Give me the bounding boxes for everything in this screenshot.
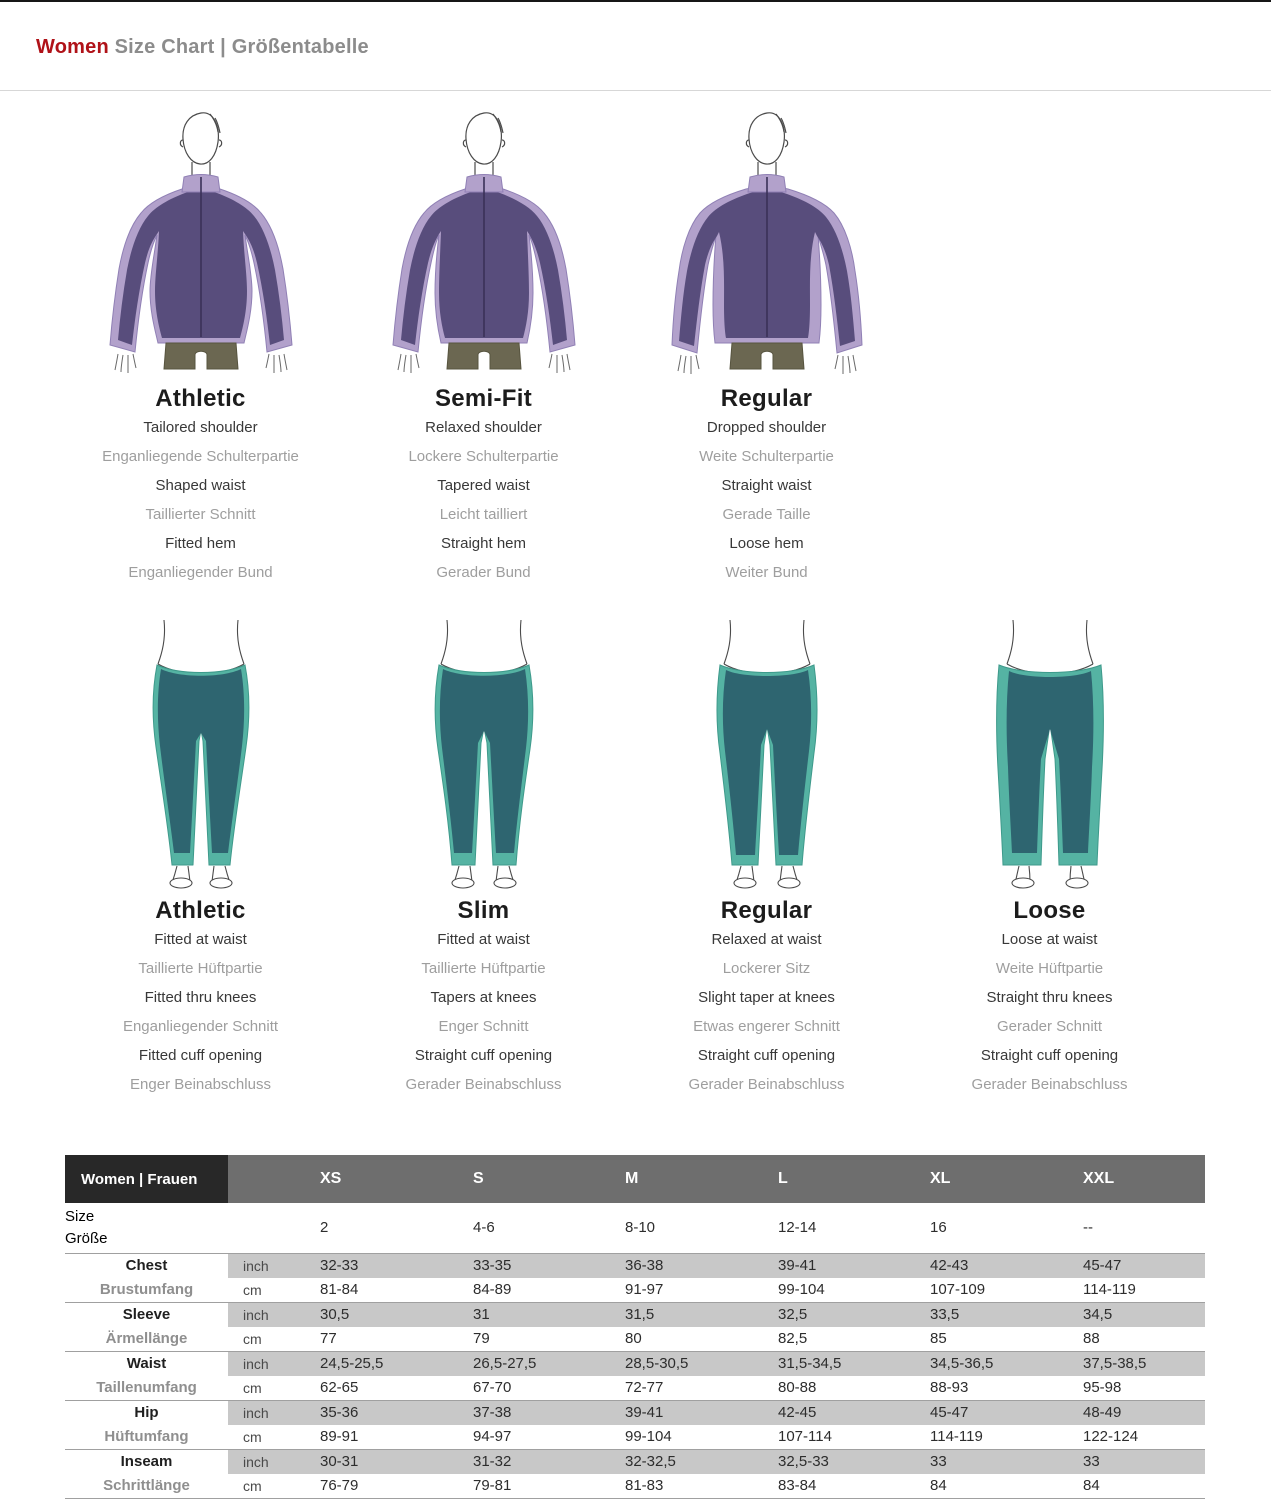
row-label-de: Größe	[65, 1229, 108, 1247]
row-label-en: Waist	[65, 1351, 228, 1376]
page-title-women: Women	[36, 36, 109, 58]
measure-value: 28,5-30,5	[595, 1351, 748, 1376]
page-title-rest: Size Chart | Größentabelle	[114, 36, 369, 58]
table-header-row	[65, 1155, 1205, 1203]
fit-feature-en: Fitted cuff opening	[138, 1047, 263, 1064]
fit-feature-de: Taillierte Hüftpartie	[138, 960, 263, 977]
table-row-chest-inch	[65, 1253, 1205, 1278]
measure-value: 114-119	[930, 1428, 983, 1446]
table-row-waist-cm	[65, 1376, 1205, 1400]
bottom-fit-regular	[625, 617, 908, 1099]
table-row-chest-cm	[65, 1278, 1205, 1302]
pants-body	[722, 670, 810, 855]
fit-title: Regular	[720, 897, 813, 924]
unit-cell: inch	[228, 1302, 290, 1327]
hands-outline	[398, 354, 570, 373]
measure-value: 79	[473, 1330, 490, 1348]
row-label-en: Sleeve	[65, 1302, 228, 1327]
size-value: 2	[320, 1219, 329, 1237]
fit-feature-en: Tapers at knees	[430, 989, 537, 1006]
feet-outline	[170, 866, 232, 888]
feet-outline	[734, 866, 800, 888]
regular-jacket-illustration	[654, 107, 880, 377]
table-row-size	[65, 1203, 1205, 1253]
fit-feature-en: Fitted at waist	[437, 931, 530, 948]
measure-value: 31,5-34,5	[748, 1351, 900, 1376]
measure-value: 42-45	[748, 1400, 900, 1425]
page-header	[0, 2, 1271, 91]
measure-value: 114-119	[1083, 1281, 1136, 1299]
fit-feature-de: Enganliegender Bund	[128, 564, 273, 581]
feet-outline	[1012, 866, 1088, 888]
measure-value: 81-83	[595, 1474, 748, 1498]
pants-body	[1006, 671, 1093, 853]
measure-value: 42-43	[900, 1253, 1053, 1278]
measure-value: 31-32	[443, 1449, 595, 1474]
measure-value: 33-35	[443, 1253, 595, 1278]
measure-value: 62-65	[320, 1379, 359, 1397]
feet-outline	[452, 866, 516, 888]
pants-body	[157, 669, 243, 853]
fit-feature-en: Straight waist	[721, 477, 812, 494]
size-value: 4-6	[473, 1219, 495, 1237]
head-outline	[746, 113, 787, 181]
fit-feature-de: Gerader Beinabschluss	[971, 1076, 1128, 1093]
bottom-fit-athletic	[59, 617, 342, 1099]
fit-feature-de: Gerade Taille	[722, 506, 811, 523]
fit-feature-en: Straight hem	[440, 535, 527, 552]
size-header-m: M	[595, 1155, 748, 1203]
page-title	[36, 36, 1271, 59]
measure-value: 81-84	[320, 1281, 359, 1299]
fit-feature-de: Taillierter Schnitt	[145, 506, 256, 523]
measure-value: 82,5	[778, 1330, 808, 1348]
measure-value: 88-93	[930, 1379, 969, 1397]
measure-value: 30,5	[290, 1302, 443, 1327]
bottoms-fit-section	[59, 617, 1271, 1099]
measure-value: 31	[443, 1302, 595, 1327]
fit-feature-de: Gerader Bund	[436, 564, 531, 581]
size-value: 8-10	[625, 1219, 656, 1237]
measure-value: 33,5	[900, 1302, 1053, 1327]
row-label-de: Ärmellänge	[105, 1330, 188, 1348]
fit-feature-en: Shaped waist	[155, 477, 246, 494]
fit-title: Slim	[457, 897, 510, 924]
measure-value: 84-89	[473, 1281, 512, 1299]
measure-value: 79-81	[443, 1474, 595, 1498]
fit-feature-de: Lockere Schulterpartie	[408, 448, 559, 465]
unit-cell	[228, 1203, 290, 1253]
measure-value: 88	[1083, 1330, 1100, 1348]
row-label-en: Hip	[65, 1400, 228, 1425]
torso-outline	[724, 620, 810, 674]
measure-value: 95-98	[1083, 1379, 1122, 1397]
fit-feature-de: Weite Hüftpartie	[995, 960, 1104, 977]
table-row-inseam-inch	[65, 1449, 1205, 1474]
semi-fit-jacket-illustration	[371, 107, 597, 377]
measure-value: 77	[320, 1330, 337, 1348]
fit-feature-en: Loose at waist	[1001, 931, 1098, 948]
measure-value: 37,5-38,5	[1053, 1351, 1205, 1376]
athletic-pants-illustration	[88, 617, 314, 889]
measure-value: 32,5	[748, 1302, 900, 1327]
shorts	[730, 343, 804, 369]
bottom-fit-slim	[342, 617, 625, 1099]
table-row-sleeve-inch	[65, 1302, 1205, 1327]
hands-outline	[678, 355, 856, 374]
shorts	[164, 343, 238, 369]
fit-feature-de: Enganliegender Schnitt	[122, 1018, 279, 1035]
table-corner-label: Women | Frauen	[65, 1155, 228, 1203]
size-value: --	[1083, 1219, 1093, 1237]
fit-feature-en: Straight cuff opening	[414, 1047, 553, 1064]
bottom-fit-loose	[908, 617, 1191, 1099]
measure-value: 83-84	[748, 1474, 900, 1498]
fit-feature-en: Loose hem	[729, 535, 804, 552]
fit-title: Semi-Fit	[434, 385, 533, 412]
pants-body	[439, 669, 527, 853]
row-label-de: Schrittlänge	[65, 1474, 228, 1498]
measure-value: 24,5-25,5	[290, 1351, 443, 1376]
measure-value: 36-38	[595, 1253, 748, 1278]
unit-cell: cm	[243, 1330, 262, 1347]
tops-fit-section	[59, 107, 1271, 587]
torso-outline	[158, 620, 244, 674]
measure-value: 84	[1053, 1474, 1205, 1498]
measure-value: 67-70	[473, 1379, 512, 1397]
measure-value: 26,5-27,5	[443, 1351, 595, 1376]
measure-value: 31,5	[595, 1302, 748, 1327]
measure-value: 33	[1053, 1449, 1205, 1474]
loose-pants-illustration	[937, 617, 1163, 889]
size-header-l: L	[748, 1155, 900, 1203]
slim-pants-illustration	[371, 617, 597, 889]
size-header-xl: XL	[900, 1155, 1053, 1203]
measure-value: 94-97	[473, 1428, 512, 1446]
unit-cell: inch	[228, 1253, 290, 1278]
measure-value: 37-38	[443, 1400, 595, 1425]
fit-title: Athletic	[155, 897, 246, 924]
unit-cell: cm	[228, 1474, 290, 1498]
measure-value: 34,5-36,5	[900, 1351, 1053, 1376]
measure-value: 80	[625, 1330, 642, 1348]
fit-feature-en: Tailored shoulder	[143, 419, 258, 436]
fit-feature-en: Fitted at waist	[154, 931, 247, 948]
table-row-hip-inch	[65, 1400, 1205, 1425]
measure-value: 107-109	[930, 1281, 986, 1299]
measure-value: 33	[900, 1449, 1053, 1474]
unit-cell: cm	[243, 1281, 262, 1298]
measure-value: 107-114	[778, 1428, 832, 1446]
measure-value: 39-41	[595, 1400, 748, 1425]
size-header-xs: XS	[290, 1155, 443, 1203]
measure-value: 45-47	[1053, 1253, 1205, 1278]
fit-feature-de: Etwas engerer Schnitt	[693, 1018, 840, 1035]
measure-value: 89-91	[320, 1428, 359, 1446]
measure-value: 84	[900, 1474, 1053, 1498]
measure-value: 32,5-33	[748, 1449, 900, 1474]
fit-feature-en: Relaxed at waist	[711, 931, 822, 948]
measure-value: 39-41	[748, 1253, 900, 1278]
unit-cell: inch	[228, 1400, 290, 1425]
fit-feature-en: Straight thru knees	[986, 989, 1113, 1006]
size-header-xxl: XXL	[1053, 1155, 1205, 1203]
measure-value: 85	[930, 1330, 947, 1348]
fit-feature-en: Straight cuff opening	[697, 1047, 836, 1064]
fit-feature-en: Tapered waist	[437, 477, 530, 494]
measure-value: 122-124	[1083, 1428, 1139, 1446]
fit-feature-de: Taillierte Hüftpartie	[421, 960, 546, 977]
measure-value: 35-36	[290, 1400, 443, 1425]
size-value: 12-14	[778, 1219, 817, 1237]
unit-cell: inch	[228, 1449, 290, 1474]
fit-feature-en: Dropped shoulder	[706, 419, 827, 436]
fit-feature-en: Straight cuff opening	[980, 1047, 1119, 1064]
table-unit-header	[228, 1155, 290, 1203]
top-fit-regular	[625, 107, 908, 587]
fit-feature-en: Slight taper at knees	[698, 989, 835, 1006]
row-label-en: Chest	[65, 1253, 228, 1278]
measure-value: 91-97	[625, 1281, 664, 1299]
measure-value: 48-49	[1053, 1400, 1205, 1425]
row-label-en: Inseam	[65, 1449, 228, 1474]
measure-value: 34,5	[1053, 1302, 1205, 1327]
head-outline	[463, 113, 504, 181]
tops-empty-column	[908, 107, 1191, 587]
measure-value: 32-32,5	[595, 1449, 748, 1474]
athletic-jacket-illustration	[88, 107, 314, 377]
size-table	[65, 1155, 1205, 1499]
fit-feature-de: Weite Schulterpartie	[699, 448, 834, 465]
row-label-en: Size	[65, 1207, 95, 1225]
torso-outline	[441, 620, 527, 674]
measure-value: 76-79	[290, 1474, 443, 1498]
fit-title: Loose	[1013, 897, 1086, 924]
fit-feature-de: Enger Beinabschluss	[130, 1076, 271, 1093]
head-outline	[180, 113, 221, 181]
fit-feature-en: Fitted hem	[165, 535, 236, 552]
size-value: 16	[930, 1219, 947, 1237]
measure-value: 32-33	[290, 1253, 443, 1278]
fit-feature-de: Gerader Beinabschluss	[405, 1076, 562, 1093]
shorts	[447, 343, 521, 369]
unit-cell: inch	[228, 1351, 290, 1376]
fit-title: Regular	[720, 385, 813, 412]
row-label-de: Brustumfang	[99, 1281, 194, 1299]
table-row-waist-inch	[65, 1351, 1205, 1376]
fit-feature-en: Relaxed shoulder	[425, 419, 542, 436]
unit-cell: cm	[243, 1379, 262, 1396]
fit-title: Athletic	[155, 385, 246, 412]
top-fit-athletic	[59, 107, 342, 587]
measure-value: 30-31	[290, 1449, 443, 1474]
row-label-de: Taillenumfang	[96, 1379, 197, 1397]
table-row-inseam-cm	[65, 1474, 1205, 1498]
hands-outline	[115, 354, 287, 373]
fit-feature-de: Weiter Bund	[725, 564, 808, 581]
fit-feature-de: Leicht tailliert	[439, 506, 528, 523]
measure-value: 99-104	[778, 1281, 825, 1299]
measure-value: 80-88	[778, 1379, 817, 1397]
row-label-de: Hüftumfang	[104, 1428, 189, 1446]
unit-cell: cm	[243, 1428, 262, 1445]
fit-feature-de: Gerader Schnitt	[996, 1018, 1103, 1035]
torso-outline	[1007, 620, 1093, 674]
fit-feature-de: Enganliegende Schulterpartie	[102, 448, 299, 465]
size-header-s: S	[443, 1155, 595, 1203]
regular-pants-illustration	[654, 617, 880, 889]
fit-feature-de: Gerader Beinabschluss	[688, 1076, 845, 1093]
fit-feature-de: Enger Schnitt	[438, 1018, 529, 1035]
fit-feature-de: Lockerer Sitz	[722, 960, 811, 977]
measure-value: 45-47	[900, 1400, 1053, 1425]
top-fit-semi-fit	[342, 107, 625, 587]
table-row-hip-cm	[65, 1425, 1205, 1449]
measure-value: 99-104	[625, 1428, 672, 1446]
measure-value: 72-77	[625, 1379, 664, 1397]
fit-feature-en: Fitted thru knees	[144, 989, 257, 1006]
table-row-sleeve-cm	[65, 1327, 1205, 1351]
